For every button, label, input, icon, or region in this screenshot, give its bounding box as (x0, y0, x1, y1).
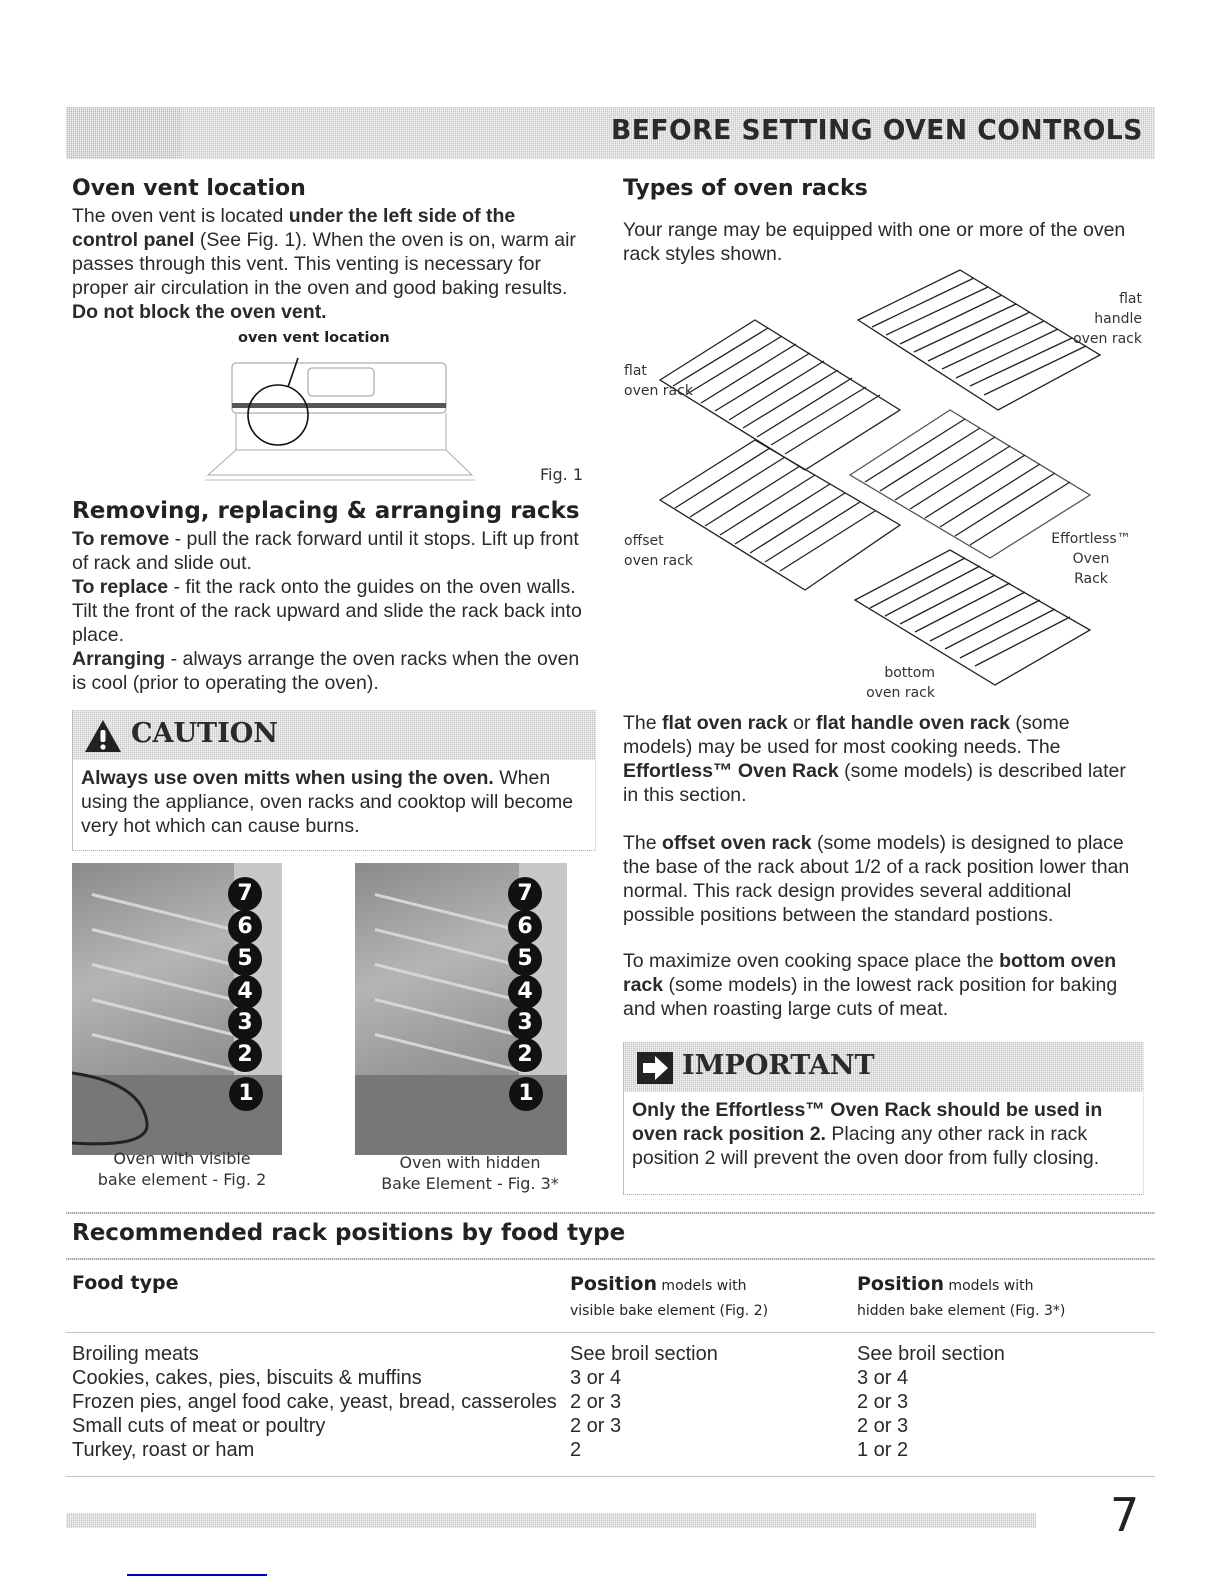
hidden-position-cell: 3 or 4 (857, 1367, 909, 1389)
page-title: BEFORE SETTING OVEN CONTROLS (611, 113, 1143, 146)
caption-line: bake element - Fig. 2 (97, 1170, 267, 1189)
table-row (72, 1367, 1152, 1391)
position-badge-1: 1 (229, 1077, 263, 1111)
important-text (624, 1092, 1143, 1176)
table-row (72, 1343, 1152, 1367)
oven-vent-heading: Oven vent location (72, 176, 306, 201)
effortless-rack-label (1046, 529, 1136, 589)
important-label: IMPORTANT (682, 1050, 875, 1081)
position-badge-5: 5 (508, 942, 542, 976)
food-type-cell: Cookies, cakes, pies, biscuits & muffins (72, 1367, 422, 1389)
label-line: bottom (884, 665, 935, 681)
text: To maximize oven cooking space place the (623, 950, 1000, 972)
divider (66, 1212, 1155, 1214)
bold-text: offset oven rack (662, 832, 812, 854)
food-type-cell: Turkey, roast or ham (72, 1439, 255, 1461)
rack-table-heading: Recommended rack positions by food type (72, 1220, 626, 1246)
position-badge-7: 7 (228, 877, 262, 911)
bold-text: bottom oven rack (623, 950, 1117, 996)
column-subtitle: hidden bake element (Fig. 3*) (857, 1303, 1066, 1319)
visible-position-cell: 2 (570, 1439, 582, 1461)
divider (66, 1476, 1155, 1477)
position-badge-6: 6 (228, 910, 262, 944)
caption-line: Oven with visible (113, 1149, 251, 1168)
rack-types-paragraph-1 (623, 711, 1143, 807)
arranging-label: Arranging (72, 648, 166, 670)
visible-position-cell: 2 or 3 (570, 1415, 622, 1437)
hidden-position-cell: 2 or 3 (857, 1391, 909, 1413)
text: (some models) may be used for most cooking needs. The (623, 712, 1070, 758)
hidden-position-cell: 2 or 3 (857, 1415, 909, 1437)
position-badge-4: 4 (228, 975, 262, 1009)
arrow-right-icon (637, 1052, 673, 1084)
text: - always arrange the oven racks when the oven is cool (prior to operating the oven). (72, 648, 580, 694)
bottom-rack-label (855, 663, 935, 703)
remove-label: To remove (72, 528, 170, 550)
divider (66, 1332, 1155, 1333)
caption-line: Bake Element - Fig. 3* (381, 1174, 559, 1193)
text: The (623, 712, 663, 734)
visible-position-cell: 3 or 4 (570, 1367, 622, 1389)
text: (See Fig. 1). When the oven is on, warm air passes through this vent. This venting is necessary for proper air circulation in the oven and good baking results. (72, 229, 576, 299)
column-title: Position (857, 1273, 944, 1295)
text: (some models) is described later in this section. (623, 760, 1126, 806)
rack-types-paragraph-3 (623, 949, 1143, 1021)
link-underline (127, 1574, 267, 1576)
bold-text: flat handle oven rack (815, 712, 1010, 734)
label-line: Effortless™ (1051, 531, 1131, 547)
control-panel-illustration (200, 355, 490, 485)
food-type-cell: Broiling meats (72, 1343, 199, 1365)
label-line: oven rack (624, 553, 693, 569)
text: When using the appliance, oven racks and cooktop will become very hot which can cause burns. (81, 767, 574, 837)
oven-photo-visible-element (72, 863, 282, 1155)
table-row (72, 1439, 1152, 1463)
column-subtitle: visible bake element (Fig. 2) (570, 1303, 769, 1319)
label-line: offset (624, 533, 664, 549)
position-badge-3: 3 (508, 1006, 542, 1040)
rack-types-heading: Types of oven racks (623, 176, 868, 201)
position-badge-4: 4 (508, 975, 542, 1009)
food-type-cell: Small cuts of meat or poultry (72, 1415, 326, 1437)
caution-text (73, 760, 595, 844)
racks-instructions (72, 527, 592, 695)
text: The oven vent is located (72, 205, 289, 227)
warning-triangle-icon (83, 718, 123, 754)
label-line: oven rack (1073, 331, 1142, 347)
visible-position-cell: 2 or 3 (570, 1391, 622, 1413)
flat-rack-label (624, 361, 693, 401)
bake-element-icon (72, 1063, 162, 1153)
position-badge-5: 5 (228, 942, 262, 976)
column-header-visible-element (570, 1272, 768, 1323)
text: - fit the rack onto the guides on the oven walls. Tilt the front of the rack upward and slide the rack back into place. (72, 576, 582, 646)
column-title: Position (570, 1273, 657, 1295)
rack-guide (92, 928, 248, 970)
bold-text: under the left side of the control panel (72, 205, 516, 251)
figure-label: oven vent location (238, 330, 390, 346)
column-subtitle: models with (943, 1278, 1034, 1294)
label-line: flat handle (1094, 291, 1142, 327)
label-line: Rack (1074, 571, 1108, 587)
divider (66, 1258, 1155, 1260)
racks-heading: Removing, replacing & arranging racks (72, 498, 580, 524)
bold-warning: Do not block the oven vent. (72, 301, 327, 323)
hidden-position-cell: 1 or 2 (857, 1439, 909, 1461)
caption-line: Oven with hidden (399, 1153, 541, 1172)
oven-vent-paragraph (72, 204, 582, 324)
offset-rack-label (624, 531, 693, 571)
rack-types-paragraph-2 (623, 831, 1143, 927)
text: (some models) is designed to place the base of the rack about 1/2 of a rack position lower than normal. This rack design provides several additional possible positions between the standard postions. (623, 832, 1130, 926)
rack-guide (375, 963, 531, 1005)
rack-types-intro: Your range may be equipped with one or more of the oven rack styles shown. (623, 219, 1126, 265)
label-line: Oven (1072, 551, 1110, 567)
rack-guide (92, 963, 248, 1005)
flat-handle-rack-label (1070, 289, 1142, 349)
bold-text: Effortless™ Oven Rack (623, 760, 839, 782)
label-line: flat (624, 363, 647, 379)
figure-caption: Fig. 1 (540, 465, 583, 484)
position-badge-1: 1 (509, 1077, 543, 1111)
footer-bar (66, 1513, 1036, 1528)
section-banner (66, 107, 1155, 159)
text: The (623, 832, 663, 854)
fig3-caption (355, 1152, 585, 1194)
table-row (72, 1415, 1152, 1439)
position-badge-2: 2 (508, 1038, 542, 1072)
page-number: 7 (1110, 1488, 1140, 1542)
replace-label: To replace (72, 576, 169, 598)
banner-left-block (66, 107, 181, 159)
bold-text: flat oven rack (662, 712, 788, 734)
rack-guide (92, 893, 248, 935)
caution-label: CAUTION (131, 718, 278, 749)
column-subtitle: models with (656, 1278, 747, 1294)
visible-position-cell: See broil section (570, 1343, 718, 1365)
rack-guide (375, 998, 531, 1040)
hidden-position-cell: See broil section (857, 1343, 1005, 1365)
important-callout (623, 1042, 1144, 1195)
food-type-cell: Frozen pies, angel food cake, yeast, bread, casseroles (72, 1391, 557, 1413)
column-header-hidden-element (857, 1272, 1065, 1323)
text: or (787, 712, 816, 734)
caution-header (73, 710, 595, 760)
position-badge-2: 2 (228, 1038, 262, 1072)
bold-text: Only the Effortless™ Oven Rack should be used in oven rack position 2. (632, 1099, 1103, 1145)
text: Placing any other rack in rack position 2 will prevent the oven door from fully closing. (632, 1123, 1100, 1169)
position-badge-6: 6 (508, 910, 542, 944)
oven-photo-hidden-element (355, 863, 567, 1155)
label-line: oven rack (866, 685, 935, 701)
bold-text: Always use oven mitts when using the oven. (81, 767, 494, 789)
table-row (72, 1391, 1152, 1415)
position-badge-3: 3 (228, 1006, 262, 1040)
label-line: oven rack (624, 383, 693, 399)
text: (some models) in the lowest rack position for baking and when roasting large cuts of meat. (623, 974, 1118, 1020)
rack-guide (92, 998, 248, 1040)
text: - pull the rack forward until it stops. Lift up front of rack and slide out. (72, 528, 579, 574)
caution-callout (72, 710, 596, 851)
important-header (624, 1042, 1143, 1092)
column-header-food-type: Food type (72, 1272, 179, 1294)
fig2-caption (72, 1148, 292, 1190)
rack-guide (375, 928, 531, 970)
position-badge-7: 7 (508, 877, 542, 911)
